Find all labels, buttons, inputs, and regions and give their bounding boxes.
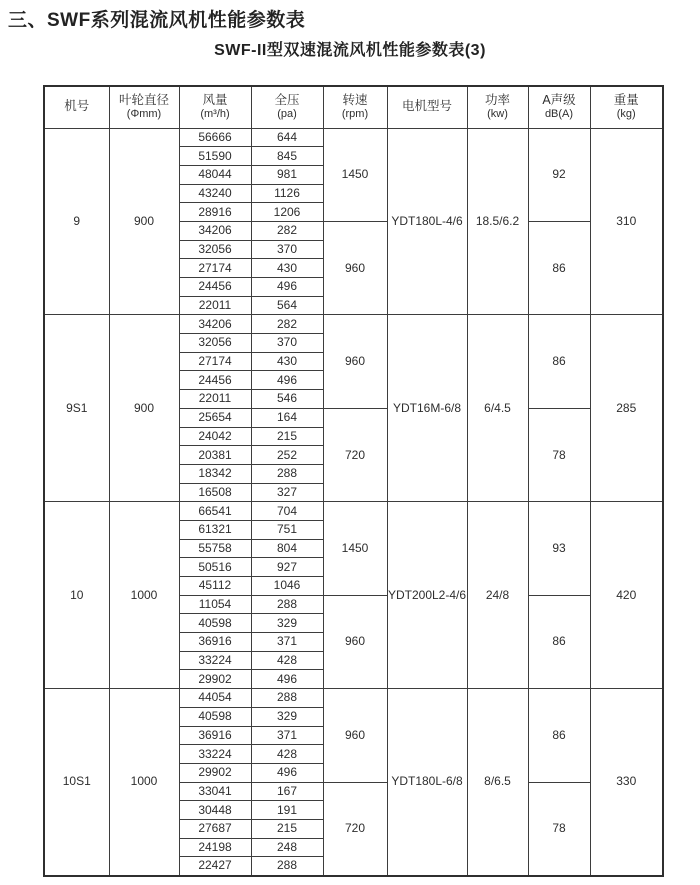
cell-pressure: 496	[251, 763, 323, 782]
cell-flow: 29902	[179, 763, 251, 782]
table-body	[44, 128, 663, 876]
cell-pressure: 288	[251, 857, 323, 876]
cell-model: 9	[44, 128, 109, 315]
cell-pressure: 215	[251, 427, 323, 446]
cell-flow: 51590	[179, 147, 251, 166]
cell-flow: 24456	[179, 278, 251, 297]
cell-power: 18.5/6.2	[467, 128, 528, 315]
column-header	[323, 86, 387, 128]
cell-model: 9S1	[44, 315, 109, 502]
cell-diameter: 1000	[109, 689, 179, 876]
column-header-line1: 机号	[64, 99, 90, 114]
column-header-line1: 叶轮直径	[118, 92, 169, 107]
cell-db: 92	[528, 128, 590, 221]
performance-table	[43, 85, 664, 877]
column-header	[251, 86, 323, 128]
column-header	[528, 86, 590, 128]
cell-pressure: 428	[251, 745, 323, 764]
cell-pressure: 288	[251, 689, 323, 708]
cell-flow: 27174	[179, 352, 251, 371]
table-header	[44, 86, 663, 128]
cell-pressure: 428	[251, 651, 323, 670]
cell-model: 10S1	[44, 689, 109, 876]
cell-pressure: 804	[251, 539, 323, 558]
column-header-line1: 重量	[613, 92, 639, 107]
cell-flow: 36916	[179, 633, 251, 652]
cell-pressure: 845	[251, 147, 323, 166]
cell-flow: 50516	[179, 558, 251, 577]
cell-flow: 44054	[179, 689, 251, 708]
cell-pressure: 327	[251, 483, 323, 502]
cell-motor: YDT16M-6/8	[387, 315, 467, 502]
cell-diameter: 1000	[109, 502, 179, 689]
cell-db: 86	[528, 221, 590, 314]
cell-pressure: 644	[251, 128, 323, 147]
cell-flow: 27687	[179, 819, 251, 838]
cell-rpm: 720	[323, 408, 387, 501]
cell-flow: 22427	[179, 857, 251, 876]
cell-flow: 33224	[179, 745, 251, 764]
cell-pressure: 546	[251, 390, 323, 409]
cell-pressure: 371	[251, 726, 323, 745]
cell-diameter: 900	[109, 315, 179, 502]
column-header	[179, 86, 251, 128]
cell-weight: 330	[590, 689, 663, 876]
cell-flow: 24456	[179, 371, 251, 390]
cell-pressure: 370	[251, 240, 323, 259]
cell-db: 78	[528, 408, 590, 501]
cell-motor: YDT180L-6/8	[387, 689, 467, 876]
cell-pressure: 1206	[251, 203, 323, 222]
cell-db: 86	[528, 315, 590, 408]
column-header-line2: (kg)	[616, 108, 636, 121]
cell-pressure: 329	[251, 707, 323, 726]
cell-db: 78	[528, 782, 590, 875]
cell-flow: 32056	[179, 240, 251, 259]
cell-weight: 285	[590, 315, 663, 502]
cell-flow: 66541	[179, 502, 251, 521]
cell-pressure: 164	[251, 408, 323, 427]
column-header-line1: 全压	[274, 92, 300, 107]
cell-flow: 32056	[179, 334, 251, 353]
cell-pressure: 430	[251, 259, 323, 278]
cell-flow: 43240	[179, 184, 251, 203]
cell-pressure: 282	[251, 221, 323, 240]
cell-pressure: 430	[251, 352, 323, 371]
cell-rpm: 960	[323, 315, 387, 408]
column-header	[590, 86, 663, 128]
column-header-line2: (rpm)	[341, 108, 369, 121]
column-header-line2: (pa)	[277, 108, 297, 121]
page-title: 三、SWF系列混流风机性能参数表	[8, 10, 306, 31]
cell-flow: 61321	[179, 520, 251, 539]
cell-pressure: 564	[251, 296, 323, 315]
cell-rpm: 1450	[323, 128, 387, 221]
cell-flow: 28916	[179, 203, 251, 222]
column-header	[44, 86, 109, 128]
cell-pressure: 1046	[251, 577, 323, 596]
cell-pressure: 981	[251, 165, 323, 184]
cell-flow: 24198	[179, 838, 251, 857]
column-header	[467, 86, 528, 128]
cell-flow: 22011	[179, 296, 251, 315]
cell-diameter: 900	[109, 128, 179, 315]
cell-pressure: 370	[251, 334, 323, 353]
cell-flow: 33041	[179, 782, 251, 801]
cell-model: 10	[44, 502, 109, 689]
table-row	[44, 689, 663, 708]
cell-flow: 29902	[179, 670, 251, 689]
cell-pressure: 252	[251, 446, 323, 465]
cell-pressure: 288	[251, 595, 323, 614]
cell-flow: 18342	[179, 464, 251, 483]
cell-pressure: 704	[251, 502, 323, 521]
cell-pressure: 288	[251, 464, 323, 483]
cell-flow: 33224	[179, 651, 251, 670]
cell-motor: YDT200L2-4/6	[387, 502, 467, 689]
cell-pressure: 1126	[251, 184, 323, 203]
header-row	[44, 86, 663, 128]
table-subtitle: SWF-II型双速混流风机性能参数表(3)	[214, 42, 486, 59]
cell-flow: 27174	[179, 259, 251, 278]
cell-rpm: 960	[323, 221, 387, 314]
cell-power: 6/4.5	[467, 315, 528, 502]
cell-db: 86	[528, 595, 590, 688]
column-header-line2: (kw)	[487, 108, 508, 121]
column-header-line1: 功率	[484, 92, 510, 107]
cell-flow: 25654	[179, 408, 251, 427]
table-row	[44, 315, 663, 334]
cell-flow: 16508	[179, 483, 251, 502]
cell-pressure: 496	[251, 278, 323, 297]
column-header-line2: (m³/h)	[200, 108, 230, 121]
cell-motor: YDT180L-4/6	[387, 128, 467, 315]
cell-power: 8/6.5	[467, 689, 528, 876]
column-header-line2: (Φmm)	[126, 108, 162, 121]
column-header	[109, 86, 179, 128]
cell-flow: 22011	[179, 390, 251, 409]
cell-flow: 36916	[179, 726, 251, 745]
cell-rpm: 960	[323, 689, 387, 782]
cell-flow: 34206	[179, 315, 251, 334]
cell-pressure: 496	[251, 670, 323, 689]
cell-flow: 34206	[179, 221, 251, 240]
cell-weight: 420	[590, 502, 663, 689]
column-header-line1: 风量	[202, 92, 228, 107]
cell-pressure: 496	[251, 371, 323, 390]
cell-power: 24/8	[467, 502, 528, 689]
cell-flow: 48044	[179, 165, 251, 184]
column-header-line2: dB(A)	[544, 108, 574, 121]
cell-db: 93	[528, 502, 590, 595]
table-row	[44, 502, 663, 521]
cell-flow: 20381	[179, 446, 251, 465]
cell-flow: 55758	[179, 539, 251, 558]
cell-pressure: 282	[251, 315, 323, 334]
cell-flow: 56666	[179, 128, 251, 147]
cell-pressure: 371	[251, 633, 323, 652]
cell-flow: 11054	[179, 595, 251, 614]
cell-flow: 45112	[179, 577, 251, 596]
cell-pressure: 215	[251, 819, 323, 838]
cell-rpm: 720	[323, 782, 387, 875]
cell-flow: 24042	[179, 427, 251, 446]
column-header-line1: 转速	[342, 92, 368, 107]
cell-pressure: 329	[251, 614, 323, 633]
cell-db: 86	[528, 689, 590, 782]
cell-rpm: 960	[323, 595, 387, 688]
column-header-line1: A声级	[542, 92, 576, 107]
cell-pressure: 167	[251, 782, 323, 801]
cell-pressure: 751	[251, 520, 323, 539]
cell-weight: 310	[590, 128, 663, 315]
cell-rpm: 1450	[323, 502, 387, 595]
cell-pressure: 927	[251, 558, 323, 577]
column-header	[387, 86, 467, 128]
cell-pressure: 191	[251, 801, 323, 820]
column-header-line1: 电机型号	[401, 99, 452, 114]
cell-flow: 40598	[179, 707, 251, 726]
cell-flow: 40598	[179, 614, 251, 633]
cell-pressure: 248	[251, 838, 323, 857]
cell-flow: 30448	[179, 801, 251, 820]
table-row	[44, 128, 663, 147]
